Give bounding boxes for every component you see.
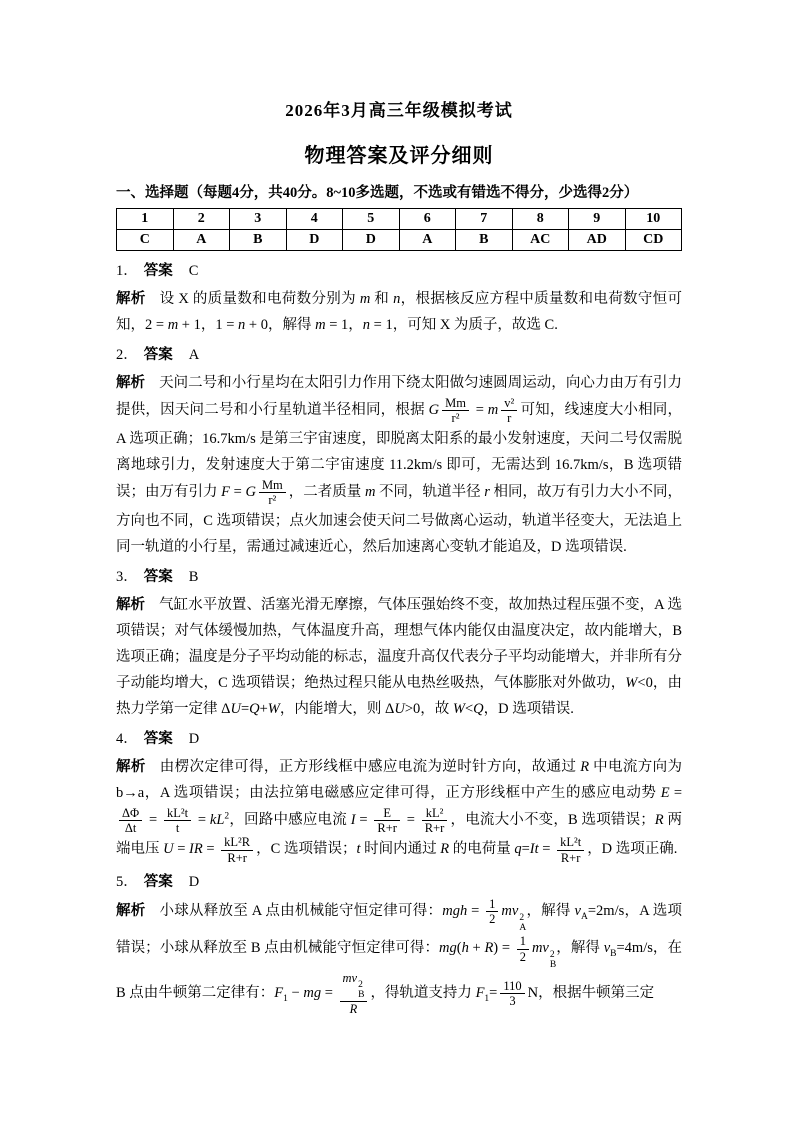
fraction [259,478,286,508]
answer-value: D [188,874,200,890]
math-variable: It [529,841,539,858]
math-variable: U [163,841,174,858]
answer-label: 答案 [143,874,173,890]
math-variable: Q [249,700,260,717]
math-variable: F [221,483,231,500]
answer-value: C [188,263,199,279]
math-variable: F [475,985,485,1002]
fraction-numerator [340,971,368,1002]
stack-sub: A [519,923,527,934]
fraction-denominator: r² [268,493,277,508]
question-number: 2． [116,347,138,363]
math-variable: G [245,483,256,500]
math-variable: mgh [442,903,468,920]
fraction [340,971,368,1016]
answer-cell: CD [625,230,682,251]
math-variable: G [428,402,440,419]
question-number-cell: 4 [286,209,343,230]
subscript: 1 [484,994,490,1005]
fraction [501,396,517,426]
fraction [164,806,191,836]
solution-item [116,259,682,338]
fraction-denominator: R+r [560,850,581,865]
section-heading: 一、选择题（每题4分，共40分。8~10多选题，不选或有错选不得分，少选得2分） [116,185,639,201]
math-variable: m [167,317,179,333]
math-variable: n [238,317,246,333]
analysis-label: 解析 [116,758,146,775]
analysis-paragraph: 解析 由楞次定律可得，正方形线框中感应电流为逆时针方向，故通过 R 中电流方向为 b→a，A 选项错误；由法拉第电磁感应定律可得，正方形线框中产生的感应电动势 E = $\frac{\Delta\Phi}{\Delta t}$ = $\frac{\text{kL²t}}{t}$ = $kL^2$，回路中感应电流 I = $\frac{E}{R+r}$ = $\frac{\text{kL²}}{R+r}$ ，电流大小不变，B 选项错误；R 两端电压 U = IR = $\frac{\text{kL²R}}{R+r}$ ，C 选项错误；t 时间内通过 R 的电荷量 q=It = $\frac{\text{kL²t}}{R+r}$ ，D 选项正确. [116,758,683,865]
math-variable: m [315,317,326,333]
question-number-cell: 3 [230,209,287,230]
math-variable: mv [342,971,358,986]
fraction [517,934,529,964]
stack-sup: 2 [549,950,555,961]
math-variable: mg [303,985,322,1002]
math-variable: v [574,903,581,920]
fraction [422,806,448,836]
fraction-denominator: 3 [509,994,516,1009]
fraction-numerator: 1 [486,897,498,912]
fraction-numerator: kL² [422,806,448,821]
math-variable: mv [531,940,549,957]
stack-sub: B [358,990,365,1001]
question-number-cell: 7 [456,209,513,230]
sup-sub-stack [519,914,526,934]
answer-table-number-row [117,209,682,230]
math-variable: R [654,811,664,828]
solutions-list [116,259,682,1017]
answer-cell: AD [569,230,626,251]
math-variable: W [452,700,465,717]
math-variable: m [359,291,371,307]
fraction-denominator: r [507,411,512,426]
question-number-cell: 10 [625,209,682,230]
question-number-cell: 5 [343,209,400,230]
analysis-paragraph: 解析 小球从释放至 A 点由机械能守恒定律可得：mgh = $\frac{1}{2}$ mv 2 A ，解得 $v_A=2m/s$，A 选项错误；小球从释放至 B 点由机械能守恒定律可得：mg(h + R) = $\frac{1}{2}$ mv 2 B ，解得 $v_B=4m/s$，在 B 点由牛顿第二定律有：$F_1$ − mg = mv 2 B R ，得轨道支持力 $F_1=$ $\frac{110}{3}$ N，根据牛顿第三定 [116,897,683,1017]
stack-sup: 2 [358,980,363,991]
answer-cell: D [343,230,400,251]
fraction [557,835,584,865]
analysis-label: 解析 [116,375,146,391]
math-variable: t [356,841,361,858]
answer-table-answer-row [117,230,682,251]
math-variable: r [484,483,490,500]
math-variable: R [440,841,450,858]
math-variable: E [660,784,670,801]
math-variable: R [484,940,494,957]
math-variable: kL [209,811,225,828]
fraction [374,806,400,836]
analysis-label: 解析 [116,596,146,613]
math-variable: U [394,700,405,717]
fraction-numerator: Mm [442,396,469,411]
math-variable: R [580,758,590,775]
math-variable: q [514,841,522,858]
analysis-paragraph: 解析 气缸水平放置、活塞光滑无摩擦，气体压强始终不变，故加热过程压强不变，A 选项错误；对气体缓慢加热，气体温度升高，理想气体内能仅由温度决定，故内能增大，B 选项正确；温度是分子平均动能的标志，温度升高仅代表分子平均动能增大，并非所有分子动能均增大，C 选项错误；绝热过程只能从电热丝吸热，气体膨胀对外做功，W<0，由热力学第一定律 ΔU=Q+W，内能增大，则 ΔU>0，故 W<Q，D 选项错误. [116,596,683,717]
math-variable: n [393,291,401,307]
solution-item [116,727,682,866]
answer-line [116,870,682,894]
math-variable: h [461,940,469,957]
question-number: 3． [116,568,138,585]
answer-cell: B [230,230,287,251]
fraction-denominator [340,1002,368,1016]
fraction-denominator: 2 [489,912,496,927]
math-variable: n [362,317,371,333]
math-variable: m [364,483,376,500]
analysis-paragraph: 解析 天问二号和小行星均在太阳引力作用下绕太阳做匀速圆周运动，向心力由万有引力提供，因天问二号和小行星轨道半径相同，根据 G $\frac{Mm}{\text{r²}}$ = m $\frac{\text{v²}}{r}$ 可知，线速度大小相同，A 选项正确；16.7km/s 是第三宇宙速度，即脱离太阳系的最小发射速度，天问二号仅需脱离地球引力，发射速度大于第二宇宙速度 11.2km/s 即可，无需达到 16.7km/s，B 选项错误；由万有引力 F = G $\frac{Mm}{\text{r²}}$ ，二者质量 m 不同，轨道半径 r 相同，故万有引力大小不同，方向也不同，C 选项错误；点火加速会使天问二号做离心运动，轨道半径变大，无法追上同一轨道的小行星，需通过减速近心，然后加速离心变轨才能追及，D 选项错误. [116,375,683,555]
fraction-numerator: E [374,806,400,821]
math-variable: m [487,402,499,419]
answer-cell: A [399,230,456,251]
answer-value: D [188,730,200,747]
answer-line [116,565,682,589]
fraction-numerator: kL²t [164,806,191,821]
fraction-numerator: 110 [500,979,524,994]
exam-title: 2026年3月高三年级模拟考试 [285,101,513,120]
analysis-label: 解析 [116,903,146,920]
fraction [442,396,469,426]
math-variable: IR [189,841,203,858]
answer-label: 答案 [143,730,173,747]
question-number-cell: 8 [512,209,569,230]
sup-sub-stack [550,951,556,971]
fraction-numerator: kL²R [221,835,253,850]
question-number: 5． [116,874,138,890]
answer-cell: B [456,230,513,251]
math-variable: mv [501,903,519,920]
fraction-denominator: r² [451,411,460,426]
math-variable: W [625,674,638,691]
solution-item [116,565,682,722]
math-variable: W [267,700,280,717]
answer-label: 答案 [143,347,173,363]
subscript: 1 [283,994,288,1005]
fraction-denominator: 2 [519,949,526,964]
fraction-numerator: ΔΦ [119,806,142,821]
answer-key-title: 物理答案及评分细则 [304,145,494,167]
question-number-cell: 2 [173,209,230,230]
fraction-numerator: 1 [517,934,529,949]
fraction [486,897,498,927]
fraction-numerator: kL²t [557,835,584,850]
fraction-denominator: R+r [424,820,445,835]
answer-cell: C [117,230,174,251]
answer-table [116,208,682,251]
math-variable: Q [473,700,484,717]
analysis-paragraph: 解析 设 X 的质量数和电荷数分别为 m 和 n，根据核反应方程中质量数和电荷数守恒可知，2 = m + 1，1 = n + 0，解得 m = 1，n = 1，可知 X 为质子，故选 C. [116,291,683,333]
fraction-denominator: t [175,820,180,835]
sup-sub-stack [358,981,364,1001]
math-variable: R [349,1002,358,1017]
stack-sub: B [549,960,557,971]
question-number-cell: 6 [399,209,456,230]
fraction [119,806,142,836]
answer-line [116,259,682,283]
answer-cell: A [173,230,230,251]
math-variable: I [350,811,356,828]
math-variable: U [230,700,241,717]
answer-value: A [188,347,200,363]
solution-item [116,870,682,1017]
fraction-numerator: v² [501,396,517,411]
answer-line [116,727,682,751]
answer-label: 答案 [143,263,173,279]
fraction [500,979,524,1009]
question-number: 4． [116,730,138,747]
fraction [221,835,253,865]
question-number-cell: 9 [569,209,626,230]
superscript: 2 [224,810,230,821]
math-variable: F [274,985,284,1002]
stack-sup: 2 [519,913,525,924]
fraction-denominator: R+r [227,850,247,865]
answer-cell: D [286,230,343,251]
answer-value: B [188,568,199,585]
answer-cell: AC [512,230,569,251]
answer-line [116,343,682,367]
subscript: B [610,949,617,960]
math-variable: mg [439,940,457,957]
answer-label: 答案 [143,568,173,585]
fraction-denominator: R+r [377,820,397,835]
fraction-numerator: Mm [259,478,286,493]
solution-item [116,343,682,560]
math-variable: v [603,940,611,957]
fraction-denominator: Δt [124,820,137,835]
question-number-cell: 1 [117,209,174,230]
question-number: 1． [116,263,138,279]
subscript: A [580,912,588,923]
analysis-label: 解析 [116,291,146,307]
